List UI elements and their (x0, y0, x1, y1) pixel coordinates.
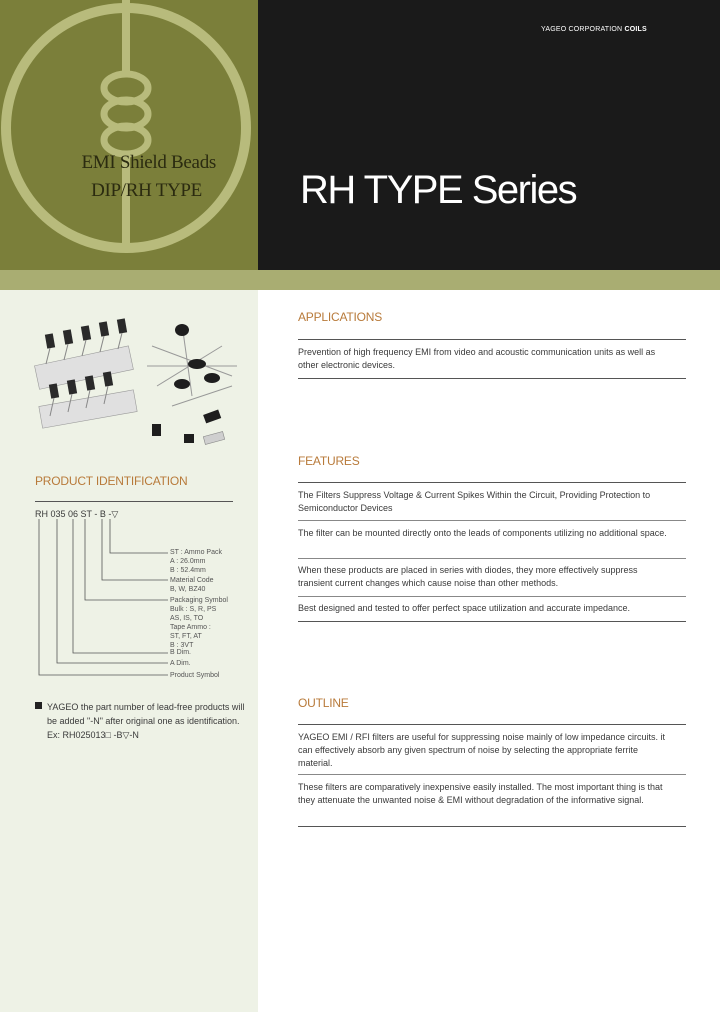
outline-heading: OUTLINE (298, 696, 349, 710)
series-title: RH TYPE Series (300, 168, 577, 212)
brand-prefix: YAGEO CORPORATION (541, 26, 623, 33)
header-left-panel (0, 0, 258, 270)
pid-label-material: Material Code B, W, BZ40 (170, 577, 214, 593)
pid-label-product-symbol: Product Symbol (170, 672, 220, 679)
features-heading: FEATURES (298, 454, 360, 468)
note-bullet-icon (35, 702, 42, 709)
applications-text: Prevention of high frequency EMI from video and acoustic communication units as well as other electronic devices. (298, 347, 656, 370)
brand-suffix: COILS (624, 26, 647, 33)
header-right-panel (258, 0, 720, 270)
ferrite-bead-components-photo (32, 316, 242, 456)
outline-divider (298, 774, 686, 775)
brand-name (541, 26, 647, 33)
lead-free-note: YAGEO the part number of lead-free products will be added "-N" after original one as identification. Ex: RH025013□ -B▽-N (47, 702, 245, 740)
feature-item: When these products are placed in series with diodes, they more effectively suppress transient current changes which cause noise than other methods. (298, 565, 638, 588)
feature-item: Best designed and tested to offer perfect space utilization and accurate impedance. (298, 603, 631, 613)
coil-logo-icon (0, 0, 258, 270)
outline-paragraph: YAGEO EMI / RFI filters are useful for suppressing noise mainly of low impedance circuits. it can effectively absorb any given spectrum of noise by selecting the appropriate ferrite material. (298, 732, 665, 768)
features-divider (298, 558, 686, 559)
product-line-subtitle: DIP/RH TYPE (91, 180, 202, 201)
product-identification-rule (35, 501, 233, 502)
pid-label-a-dim: A Dim. (170, 660, 191, 667)
outline-rule-top (298, 724, 686, 725)
feature-item: The filter can be mounted directly onto the leads of components utilizing no additional space. (298, 528, 667, 538)
features-rule-top (298, 482, 686, 483)
outline-paragraph: These filters are comparatively inexpensive easily installed. The most important thing is that they attenuate the unwanted noise & EMI without degradation of the informative signal. (298, 782, 663, 805)
feature-item: The Filters Suppress Voltage & Current Spikes Within the Circuit, Providing Protection to Semiconductor Devices (298, 490, 651, 513)
applications-rule-top (298, 339, 686, 340)
applications-rule-bottom (298, 378, 686, 379)
pid-label-b-dim: B Dim. (170, 649, 191, 656)
product-identification-heading: PRODUCT IDENTIFICATION (35, 474, 188, 488)
pid-label-ammo: ST : Ammo Pack A : 26.0mm B : 52.4mm (170, 549, 222, 574)
pid-label-packaging: Packaging Symbol Bulk : S, R, PS AS, IS, TO Tape Ammo : ST, FT, AT B : 3VT (170, 597, 228, 649)
features-divider (298, 596, 686, 597)
product-line-title: EMI Shield Beads (81, 152, 216, 173)
features-rule-bottom (298, 621, 686, 622)
features-divider (298, 520, 686, 521)
outline-rule-bottom (298, 826, 686, 827)
applications-heading: APPLICATIONS (298, 310, 383, 324)
part-number-code: RH 035 06 ST - B -▽ (35, 509, 119, 519)
header-band (0, 270, 720, 290)
